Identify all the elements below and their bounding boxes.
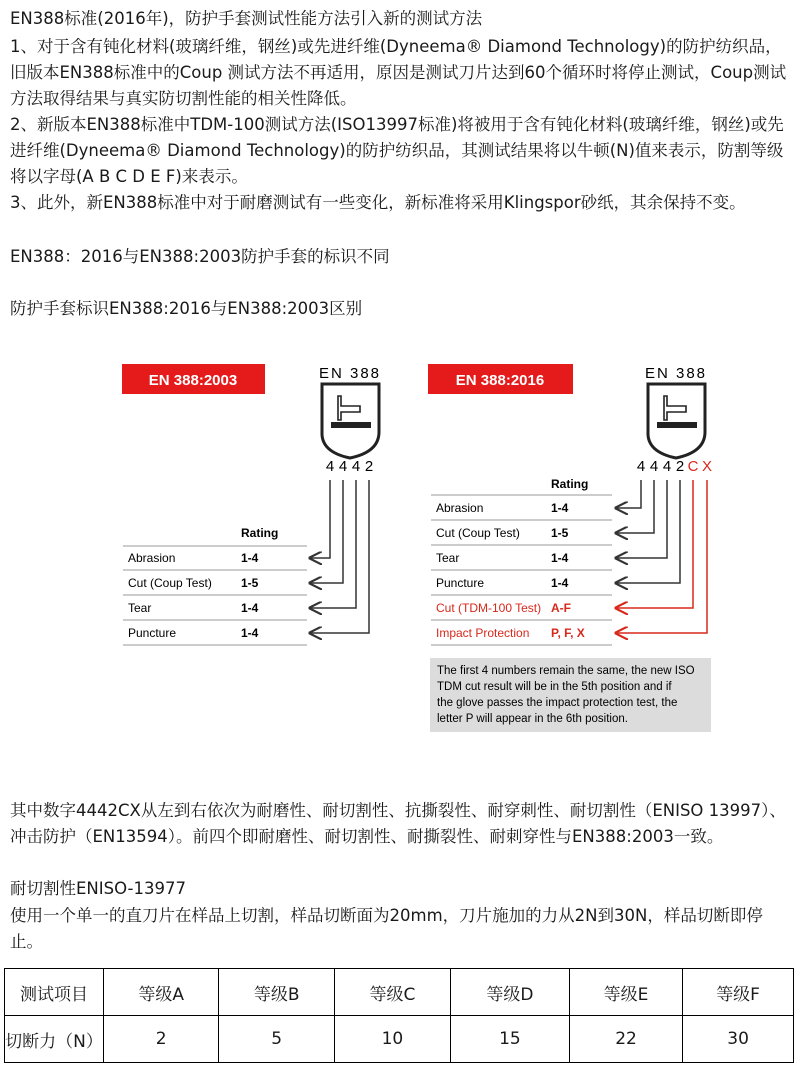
left-digit-4: 2 — [364, 458, 374, 475]
left-row-name-3: Tear — [128, 601, 152, 615]
left-row-rating-1: 1-4 — [241, 551, 259, 565]
right-note-line-2: TDM cut result will be in the 5th position and if — [437, 681, 672, 693]
table-cell: 切断力（N） — [5, 1016, 104, 1063]
table-header-cell: 等级A — [104, 969, 219, 1016]
right-digit-6: X — [701, 458, 713, 475]
right-digit-4: 2 — [675, 458, 685, 475]
right-digit-5: C — [687, 458, 699, 475]
right-digit-1: 4 — [636, 458, 646, 475]
right-banner-text: EN 388:2016 — [455, 372, 545, 389]
intro-title: EN388标准(2016年)，防护手套测试性能方法引入新的测试方法 — [10, 9, 483, 28]
after-paragraph-1: 其中数字4442CX从左到右依次为耐磨性、耐切割性、抗撕裂性、耐穿刺性、耐切割性（ENISO 13997）、冲击防护（EN13594）。前四个即耐磨性、耐切割性、耐撕裂性、耐刺穿性与EN388:2003一致。 — [10, 801, 786, 846]
right-note-line-1: The first 4 numbers remain the same, the new ISO — [437, 665, 695, 677]
table-cell: 2 — [104, 1016, 219, 1063]
left-rating-header: Rating — [241, 526, 279, 540]
table-header-cell: 等级F — [683, 969, 794, 1016]
left-digit-2: 4 — [338, 458, 348, 475]
right-row-name-3: Tear — [436, 551, 460, 565]
right-digit-3: 4 — [662, 458, 672, 475]
right-rating-header: Rating — [551, 477, 589, 491]
right-digit-2: 4 — [649, 458, 659, 475]
intro-line-4: EN388：2016与EN388:2003防护手套的标识不同 — [10, 247, 390, 266]
left-digit-1: 4 — [325, 458, 335, 475]
left-row-name-1: Abrasion — [128, 551, 176, 565]
intro-point-3: 3、此外，新EN388标准中对于耐磨测试有一些变化，新标准将采用Klingspor砂纸，其余保持不变。 — [10, 193, 746, 212]
right-panel — [428, 364, 712, 732]
left-shield-icon — [322, 384, 379, 458]
right-row-name-4: Puncture — [436, 576, 485, 590]
left-shield-label: EN 388 — [318, 365, 382, 382]
table-cell: 22 — [569, 1016, 682, 1063]
table-header-cell: 等级D — [450, 969, 569, 1016]
right-row-name-2: Cut (Coup Test) — [436, 526, 520, 540]
right-row-rating-6: P, F, X — [551, 626, 585, 640]
right-row-rating-2: 1-5 — [551, 526, 569, 540]
right-row-rating-4: 1-4 — [551, 576, 569, 590]
left-row-name-2: Cut (Coup Test) — [128, 576, 212, 590]
left-row-rating-2: 1-5 — [241, 576, 259, 590]
table-header-cell: 等级B — [219, 969, 335, 1016]
right-row-name-6: Impact Protection — [436, 626, 530, 640]
table-cell: 30 — [683, 1016, 794, 1063]
right-note-line-3: the glove passes the impact protection test, the — [437, 697, 678, 709]
table-row — [5, 1016, 794, 1063]
table-cell: 5 — [219, 1016, 335, 1063]
cut-grade-table — [4, 968, 794, 1063]
left-digit-3: 4 — [351, 458, 361, 475]
left-banner-text: EN 388:2003 — [148, 372, 238, 389]
after-paragraph-3: 使用一个单一的直刀片在样品上切割，样品切断面为20mm，刀片施加的力从2N到30N，样品切断即停止。 — [10, 906, 763, 951]
en388-marking-figure — [0, 340, 800, 770]
right-row-rating-1: 1-4 — [551, 501, 569, 515]
intro-point-1: 1、对于含有钝化材料(玻璃纤维，钢丝)或先进纤维(Dyneema® Diamond Technology)的防护纺织品，旧版本EN388标准中的Coup 测试方法不再适用，原因是测试刀片达到60个循环时将停止测试，Coup测试方法取得结果与真实防切割性能的相关性降低。 — [10, 37, 787, 108]
table-cell: 10 — [334, 1016, 450, 1063]
intro-point-2: 2、新版本EN388标准中TDM-100测试方法(ISO13997标准)将被用于含有钝化材料(玻璃纤维，钢丝)或先进纤维(Dyneema® Diamond Technology)的防护纺织品，其测试结果将以牛顿(N)值来表示，防割等级将以字母(A B C D E F)来表示。 — [10, 115, 784, 186]
table-cell: 15 — [450, 1016, 569, 1063]
right-note-line-4: letter P will appear in the 6th position. — [437, 713, 628, 725]
table-header-cell: 等级C — [334, 969, 450, 1016]
table-header-cell: 测试项目 — [5, 969, 104, 1016]
table-header-cell: 等级E — [569, 969, 682, 1016]
right-shield-label: EN 388 — [644, 365, 708, 382]
right-shield-icon — [648, 384, 705, 458]
left-panel — [122, 364, 381, 645]
right-row-name-5: Cut (TDM-100 Test) — [436, 601, 542, 615]
intro-line-5: 防护手套标识EN388:2016与EN388:2003区别 — [10, 299, 363, 318]
table-row — [5, 969, 794, 1016]
after-line-2: 耐切割性ENISO-13977 — [10, 879, 186, 898]
right-row-rating-5: A-F — [551, 601, 571, 615]
left-row-name-4: Puncture — [128, 626, 177, 640]
right-row-name-1: Abrasion — [436, 501, 484, 515]
left-row-rating-3: 1-4 — [241, 601, 259, 615]
right-row-rating-3: 1-4 — [551, 551, 569, 565]
left-row-rating-4: 1-4 — [241, 626, 259, 640]
